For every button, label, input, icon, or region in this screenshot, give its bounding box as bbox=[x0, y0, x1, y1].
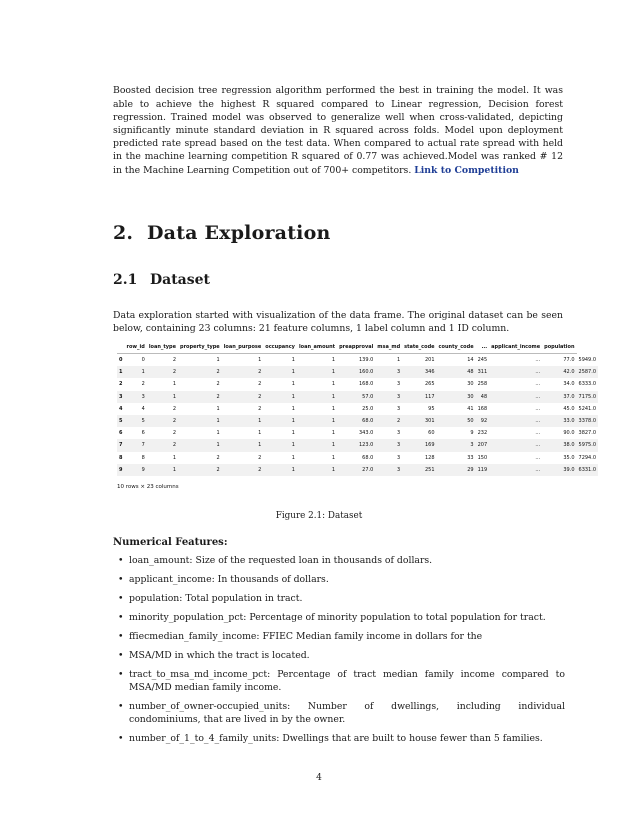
bullet-icon: • bbox=[118, 593, 124, 604]
table-cell: 60 bbox=[428, 430, 435, 437]
table-cell: 245 bbox=[477, 357, 488, 364]
table-cell: 1 bbox=[263, 464, 297, 476]
table-cell: 3 bbox=[375, 439, 402, 451]
table-cell: 2 bbox=[375, 415, 402, 427]
bullet-icon: • bbox=[118, 733, 124, 744]
table-cell: ... bbox=[535, 454, 541, 461]
table-cell: 38.0 bbox=[542, 439, 576, 451]
list-item bbox=[113, 649, 565, 662]
table-row bbox=[117, 366, 598, 378]
chapter-number: 2. bbox=[113, 222, 134, 244]
table-row bbox=[117, 403, 598, 415]
table-cell: 1 bbox=[291, 357, 295, 364]
table-cell: 3 bbox=[437, 439, 476, 451]
table-cell: 1 bbox=[263, 366, 297, 378]
list-item bbox=[113, 554, 565, 567]
list-item bbox=[113, 573, 565, 586]
table-cell: 7175.0 bbox=[577, 391, 599, 403]
table-cell: 5949.0 bbox=[578, 356, 597, 363]
row-index: 2 bbox=[119, 381, 123, 388]
table-row bbox=[117, 427, 598, 439]
table-cell: 168.0 bbox=[358, 381, 374, 388]
table-cell: 7 bbox=[124, 439, 146, 451]
table-cell: 117 bbox=[402, 391, 436, 403]
table-cell: 265 bbox=[425, 381, 435, 388]
table-cell: ... bbox=[489, 391, 542, 403]
table-cell: 1 bbox=[331, 405, 336, 412]
table-cell: 201 bbox=[425, 357, 435, 364]
table-cell: ... bbox=[489, 415, 542, 427]
table-cell: 95 bbox=[428, 405, 435, 412]
table-cell: 258 bbox=[477, 381, 488, 388]
chapter-heading bbox=[113, 222, 330, 244]
column-header: county_code bbox=[437, 341, 476, 354]
table-cell: 2 bbox=[258, 454, 262, 461]
table-cell: 1 bbox=[331, 430, 336, 437]
table-cell: 1 bbox=[222, 439, 264, 451]
table-cell: 33.0 bbox=[542, 415, 576, 427]
table-cell: 5 bbox=[124, 415, 146, 427]
table-cell: 39.0 bbox=[542, 464, 576, 476]
competition-link[interactable]: Link to Competition bbox=[414, 164, 519, 176]
list-item bbox=[113, 700, 565, 726]
table-cell: 2 bbox=[172, 357, 177, 364]
table-row bbox=[117, 378, 598, 390]
table-cell: 3 bbox=[396, 381, 401, 388]
table-cell: 1 bbox=[291, 454, 295, 461]
row-index: 9 bbox=[117, 464, 124, 476]
table-cell: 1 bbox=[147, 391, 178, 403]
table-cell: 301 bbox=[402, 415, 436, 427]
table-cell: 2587.0 bbox=[577, 366, 599, 378]
table-cell: 45.0 bbox=[563, 405, 575, 412]
table-cell: 92 bbox=[476, 415, 490, 427]
column-header: msa_md bbox=[375, 341, 402, 354]
table-cell: 2 bbox=[178, 366, 222, 378]
table-cell: 42.0 bbox=[542, 366, 576, 378]
table-cell: 2 bbox=[141, 381, 145, 388]
table-cell: 1 bbox=[178, 415, 222, 427]
column-header: population bbox=[542, 341, 576, 354]
table-cell: 50 bbox=[437, 415, 476, 427]
table-cell: 2 bbox=[258, 381, 262, 388]
row-index: 0 bbox=[119, 357, 123, 364]
table-cell: 1 bbox=[216, 430, 220, 437]
table-cell: 41 bbox=[467, 405, 474, 412]
table-cell: 311 bbox=[476, 366, 490, 378]
table-cell: ... bbox=[535, 381, 541, 388]
table-cell: ... bbox=[535, 405, 541, 412]
list-item-text: number_of_1_to_4_family_units: Dwellings that are built to house fewer than 5 families. bbox=[129, 733, 543, 744]
row-index: 7 bbox=[117, 439, 124, 451]
table-row bbox=[117, 354, 598, 367]
bullet-icon: • bbox=[118, 555, 124, 566]
table-cell: 1 bbox=[331, 454, 336, 461]
table-cell: 90.0 bbox=[563, 430, 575, 437]
table-cell: 1 bbox=[297, 366, 337, 378]
table-cell: 2 bbox=[222, 391, 264, 403]
table-cell: 37.0 bbox=[542, 391, 576, 403]
section-paragraph: Data exploration started with visualization of the data frame. The original dataset can be seen below, containing 23 columns: 21 feature columns, 1 label column and 1 ID column. bbox=[113, 310, 563, 335]
table-cell: 34.0 bbox=[563, 381, 575, 388]
bullet-icon: • bbox=[118, 574, 124, 585]
row-index: 4 bbox=[119, 405, 123, 412]
table-cell: 35.0 bbox=[563, 454, 575, 461]
table-cell: 3 bbox=[375, 391, 402, 403]
table-cell: 1 bbox=[178, 439, 222, 451]
table-cell: 3378.0 bbox=[577, 415, 599, 427]
table-cell: 346 bbox=[402, 366, 436, 378]
list-item-text: applicant_income: In thousands of dollars. bbox=[129, 574, 329, 585]
bullet-icon: • bbox=[118, 650, 124, 661]
table-cell: ... bbox=[535, 430, 541, 437]
table-cell: 1 bbox=[172, 381, 177, 388]
table-cell: 207 bbox=[476, 439, 490, 451]
table-cell: 3827.0 bbox=[578, 430, 597, 437]
table-cell: 3 bbox=[375, 366, 402, 378]
column-header: property_type bbox=[178, 341, 222, 354]
table-cell: 2 bbox=[258, 405, 262, 412]
column-header: state_code bbox=[402, 341, 436, 354]
table-cell: 1 bbox=[258, 430, 262, 437]
table-cell: 251 bbox=[402, 464, 436, 476]
table-cell: 29 bbox=[437, 464, 476, 476]
list-item bbox=[113, 732, 565, 745]
table-cell: 2 bbox=[172, 405, 177, 412]
table-cell: 1 bbox=[263, 439, 297, 451]
list-item-text: population: Total population in tract. bbox=[129, 593, 303, 604]
list-item bbox=[113, 668, 565, 694]
table-cell: 1 bbox=[291, 430, 295, 437]
table-cell: 2 bbox=[178, 391, 222, 403]
column-header: occupancy bbox=[263, 341, 297, 354]
table-cell: ... bbox=[535, 357, 541, 364]
table-cell: 7294.0 bbox=[578, 454, 597, 461]
table-cell: ... bbox=[489, 464, 542, 476]
table-cell: 33 bbox=[467, 454, 474, 461]
dataset-figure bbox=[117, 341, 597, 490]
list-item-text: MSA/MD in which the tract is located. bbox=[129, 650, 310, 661]
table-cell: 4 bbox=[141, 405, 145, 412]
row-index: 8 bbox=[119, 454, 123, 461]
table-cell: 160.0 bbox=[337, 366, 375, 378]
bullet-icon: • bbox=[118, 669, 124, 680]
table-cell: 2 bbox=[216, 454, 220, 461]
bullet-icon: • bbox=[118, 612, 124, 623]
table-cell: 30 bbox=[467, 381, 474, 388]
table-row bbox=[117, 415, 598, 427]
table-cell: 6333.0 bbox=[578, 381, 597, 388]
column-header: applicant_income bbox=[489, 341, 542, 354]
table-cell: 1 bbox=[297, 464, 337, 476]
table-row bbox=[117, 439, 598, 451]
figure-caption: Figure 2.1: Dataset bbox=[275, 511, 363, 521]
table-cell: 119 bbox=[476, 464, 490, 476]
table-body bbox=[117, 354, 598, 476]
table-cell: ... bbox=[489, 366, 542, 378]
table-cell: 1 bbox=[263, 415, 297, 427]
table-cell: 3 bbox=[124, 391, 146, 403]
table-cell: 2 bbox=[147, 439, 178, 451]
table-cell: 9 bbox=[470, 430, 474, 437]
table-cell: 1 bbox=[396, 357, 401, 364]
table-cell: 1 bbox=[263, 391, 297, 403]
list-item-text: minority_population_pct: Percentage of minority population to total population for tract. bbox=[129, 612, 546, 623]
table-cell: 14 bbox=[467, 357, 474, 364]
row-index: 5 bbox=[117, 415, 124, 427]
table-row bbox=[117, 391, 598, 403]
table-cell: 169 bbox=[402, 439, 436, 451]
list-item bbox=[113, 630, 565, 643]
table-cell: 48 bbox=[437, 366, 476, 378]
table-cell: 6331.0 bbox=[577, 464, 599, 476]
table-cell: 168 bbox=[477, 405, 488, 412]
table-cell: 77.0 bbox=[563, 357, 575, 364]
table-cell: 1 bbox=[297, 415, 337, 427]
table-cell: 1 bbox=[216, 357, 220, 364]
table-cell: ... bbox=[489, 439, 542, 451]
table-cell: 139.0 bbox=[358, 357, 374, 364]
table-cell: 1 bbox=[291, 381, 295, 388]
intro-text: Boosted decision tree regression algorithm performed the best in training the model. It was able to achieve the highest R squared compared to Linear regression, Decision forest regression. Trained model was observed to generalize well when cross-validated, depicting significantly minute standard deviation in R squared across folds. Model upon deployment predicted rate spread based on the test data. When compared to actual rate spread with held in the machine learning competition R squared of 0.77 was achieved.Model was ranked # 12 in the Machine Learning Competition out of 700+ competitors. bbox=[113, 85, 563, 176]
dataframe-table bbox=[117, 341, 598, 476]
table-cell: 1 bbox=[147, 464, 178, 476]
list-item bbox=[113, 592, 565, 605]
numerical-features-heading: Numerical Features: bbox=[113, 537, 228, 548]
table-cell: 2 bbox=[147, 366, 178, 378]
table-cell: 57.0 bbox=[337, 391, 375, 403]
table-cell: 6 bbox=[141, 430, 145, 437]
table-cell: 1 bbox=[297, 439, 337, 451]
table-cell: 3 bbox=[375, 464, 402, 476]
table-cell: 128 bbox=[425, 454, 435, 461]
row-index: 3 bbox=[117, 391, 124, 403]
table-cell: 1 bbox=[216, 405, 220, 412]
table-cell: 232 bbox=[477, 430, 488, 437]
table-cell: 68.0 bbox=[362, 454, 374, 461]
table-row bbox=[117, 464, 598, 476]
table-cell: 1 bbox=[222, 415, 264, 427]
table-cell: 68.0 bbox=[337, 415, 375, 427]
row-index: 6 bbox=[119, 430, 123, 437]
numerical-features-list bbox=[113, 554, 565, 751]
list-item-text: loan_amount: Size of the requested loan in thousands of dollars. bbox=[129, 555, 433, 566]
section-title: Dataset bbox=[150, 272, 211, 288]
column-header: preapproval bbox=[337, 341, 375, 354]
table-cell: 2 bbox=[147, 415, 178, 427]
page-number: 4 bbox=[316, 773, 322, 783]
column-header: loan_amount bbox=[297, 341, 337, 354]
bullet-icon: • bbox=[118, 701, 124, 712]
row-index: 1 bbox=[117, 366, 124, 378]
bullet-icon: • bbox=[118, 631, 124, 642]
table-cell: 2 bbox=[222, 366, 264, 378]
table-header-row bbox=[117, 341, 598, 354]
dataframe-shape: 10 rows × 23 columns bbox=[117, 483, 179, 490]
column-header: loan_purpose bbox=[222, 341, 264, 354]
intro-paragraph bbox=[113, 84, 563, 176]
table-cell: 25.0 bbox=[362, 405, 374, 412]
table-cell: 1 bbox=[291, 405, 295, 412]
table-cell: 1 bbox=[258, 357, 262, 364]
table-cell: 1 bbox=[331, 357, 336, 364]
list-item-text: tract_to_msa_md_income_pct: Percentage of tract median family income compared to MSA/MD median family income. bbox=[129, 669, 565, 693]
table-cell: 123.0 bbox=[337, 439, 375, 451]
column-header: loan_type bbox=[147, 341, 178, 354]
column-header: row_id bbox=[124, 341, 146, 354]
table-cell: 2 bbox=[178, 464, 222, 476]
table-cell: 1 bbox=[124, 366, 146, 378]
table-row bbox=[117, 452, 598, 464]
table-cell: 48 bbox=[476, 391, 490, 403]
table-cell: 0 bbox=[141, 357, 145, 364]
list-item bbox=[113, 611, 565, 624]
chapter-title: Data Exploration bbox=[147, 222, 331, 244]
table-cell: 9 bbox=[124, 464, 146, 476]
section-number: 2.1 bbox=[113, 272, 138, 288]
table-cell: 3 bbox=[396, 454, 401, 461]
table-cell: 3 bbox=[396, 405, 401, 412]
column-header: ... bbox=[476, 341, 490, 354]
column-header bbox=[117, 341, 124, 354]
table-cell: 2 bbox=[222, 464, 264, 476]
table-cell: 27.0 bbox=[337, 464, 375, 476]
table-cell: 8 bbox=[141, 454, 145, 461]
table-cell: 343.0 bbox=[358, 430, 374, 437]
table-cell: 2 bbox=[216, 381, 220, 388]
section-heading bbox=[113, 272, 210, 288]
table-cell: 2 bbox=[172, 430, 177, 437]
table-cell: 150 bbox=[477, 454, 488, 461]
list-item-text: number_of_owner-occupied_units: Number of dwellings, including individual condominiums, that are lived in by the owner. bbox=[129, 701, 565, 725]
table-cell: 3 bbox=[396, 430, 401, 437]
table-cell: 1 bbox=[331, 381, 336, 388]
table-cell: 5975.0 bbox=[577, 439, 599, 451]
table-cell: 1 bbox=[172, 454, 177, 461]
table-cell: 30 bbox=[437, 391, 476, 403]
table-cell: 5241.0 bbox=[578, 405, 597, 412]
list-item-text: ffiecmedian_family_income: FFIEC Median family income in dollars for the bbox=[129, 631, 483, 642]
table-cell: 1 bbox=[297, 391, 337, 403]
